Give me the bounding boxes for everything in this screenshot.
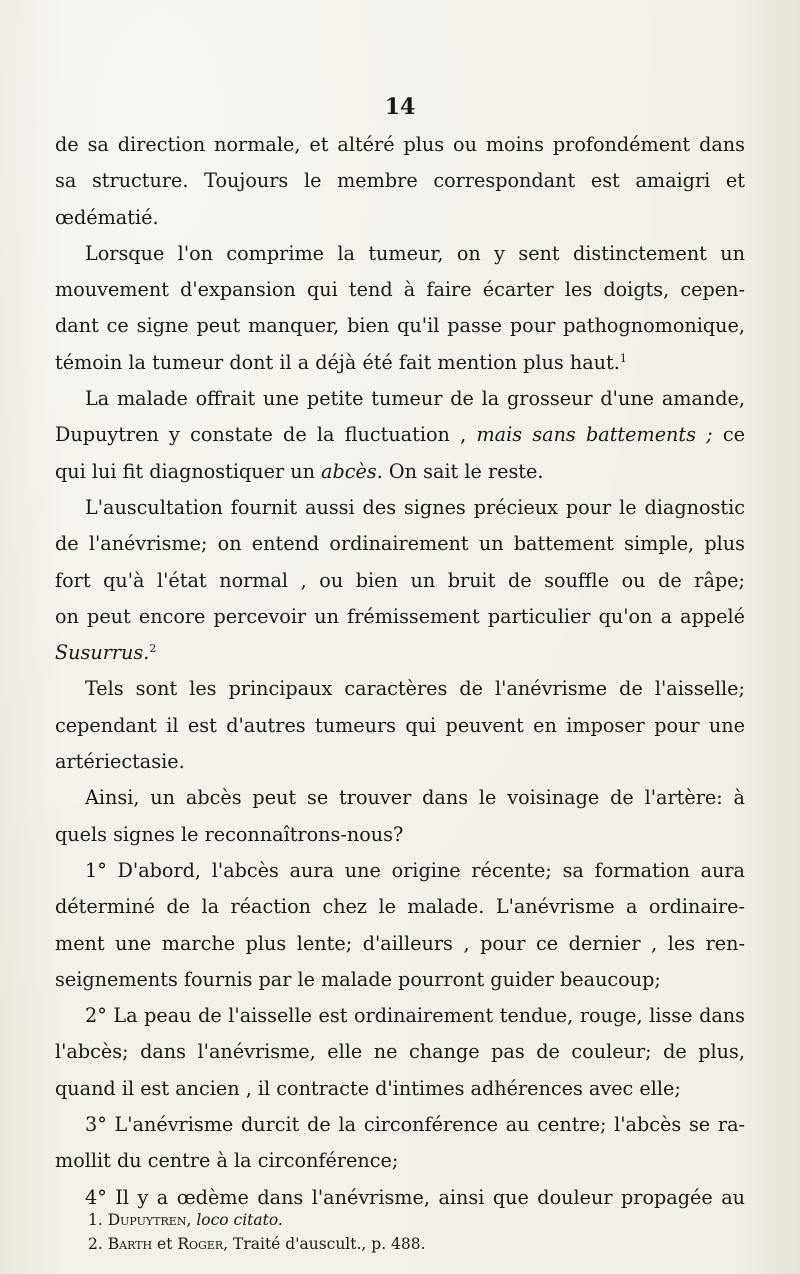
footnote-author: Roger — [177, 1235, 224, 1253]
text-line: 3° L'anévrisme durcit de la circonférence au centre; l'abcès se ra- — [85, 1113, 745, 1137]
footnote-reference: loco citato. — [196, 1211, 283, 1229]
text-line: La malade offrait une petite tumeur de la grosseur d'une amande, — [85, 387, 745, 411]
text-line: Tels sont les principaux caractères de l'anévrisme de l'aisselle; — [85, 677, 745, 701]
text-line: fort qu'à l'état normal , ou bien un bruit de souffle ou de râpe; — [55, 568, 745, 592]
text-line: Dupuytren y constate de la fluctuation , mais sans battements ; ce — [55, 423, 745, 447]
text-line: sa structure. Toujours le membre correspondant est amaigri et — [55, 169, 745, 193]
footnote-marker: 2 — [149, 642, 157, 656]
page-number: 14 — [384, 94, 416, 120]
text-line: déterminé de la réaction chez le malade. L'anévrisme a ordinaire- — [55, 895, 745, 919]
italic-word: abcès. — [321, 459, 383, 483]
text-line: quand il est ancien , il contracte d'intimes adhérences avec elle; — [55, 1076, 681, 1100]
text-line: cependant il est d'autres tumeurs qui peuvent en imposer pour une — [55, 713, 745, 737]
text-line: l'abcès; dans l'anévrisme, elle ne change pas de couleur; de plus, — [55, 1040, 745, 1064]
text-line: témoin la tumeur dont il a déjà été fait mention plus haut.$^1$ — [55, 350, 627, 374]
footnote-reference: , Traité d'auscult., p. 488. — [223, 1235, 426, 1253]
text-line: qui lui fit diagnostiquer un abcès. On sait le reste. — [55, 459, 544, 483]
footnote-marker: 1 — [619, 351, 627, 365]
text-line: ment une marche plus lente; d'ailleurs , pour ce dernier , les ren- — [55, 931, 745, 955]
footnotes — [88, 1208, 748, 1256]
footnote-author: Barth — [107, 1235, 153, 1253]
text-line: œdématié. — [55, 205, 159, 229]
text-line: dant ce signe peut manquer, bien qu'il passe pour pathognomonique, — [55, 314, 745, 338]
text-line: mouvement d'expansion qui tend à faire écarter les doigts, cepen- — [55, 278, 745, 302]
text-line: de sa direction normale, et altéré plus ou moins profondément dans — [55, 133, 745, 156]
text-line: seignements fournis par le malade pourront guider beaucoup; — [55, 967, 661, 991]
italic-word: Susurrus. — [55, 641, 150, 665]
text-line: de l'anévrisme; on entend ordinairement un battement simple, plus — [55, 532, 745, 556]
text-line: 1° D'abord, l'abcès aura une origine récente; sa formation aura — [85, 858, 745, 882]
text-line: L'auscultation fournit aussi des signes précieux pour le diagnostic — [85, 495, 745, 519]
text-line — [55, 635, 745, 671]
italic-phrase: mais sans battements ; — [476, 423, 713, 447]
body-text — [55, 127, 745, 1216]
text-line: Lorsque l'on comprime la tumeur, on y sent distinctement un — [85, 241, 745, 265]
footnote-2: 2. Barth et Roger, Traité d'auscult., p. 488. — [88, 1235, 426, 1253]
text-line: quels signes le reconnaîtrons-nous? — [55, 822, 404, 846]
text-line: mollit du centre à la circonférence; — [55, 1149, 399, 1173]
text-line: on peut encore percevoir un frémissement particulier qu'on a appelé — [55, 604, 745, 628]
text-line: 4° Il y a œdème dans l'anévrisme, ainsi que douleur propagée au — [85, 1185, 745, 1209]
footnote-1: 1. Dupuytren, loco citato. — [88, 1211, 283, 1229]
text-line: Ainsi, un abcès peut se trouver dans le voisinage de l'artère: à — [85, 786, 745, 810]
text-line: artériectasie. — [55, 750, 185, 774]
footnote-author: Dupuytren — [107, 1211, 187, 1229]
text-line: 2° La peau de l'aisselle est ordinairement tendue, rouge, lisse dans — [85, 1004, 745, 1028]
